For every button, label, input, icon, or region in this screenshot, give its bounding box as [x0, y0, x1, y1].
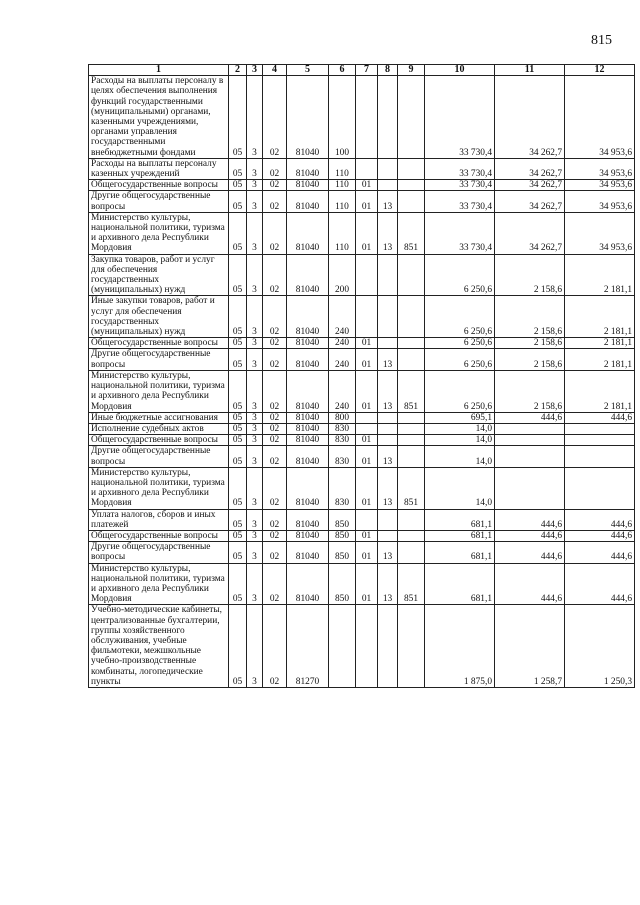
row-name: Общегосударственные вопросы — [89, 180, 229, 191]
cell-col-4: 02 — [263, 563, 287, 605]
cell-col-10: 681,1 — [425, 563, 495, 605]
cell-col-4: 02 — [263, 254, 287, 296]
cell-col-5: 81040 — [287, 349, 329, 370]
cell-col-7 — [356, 605, 378, 688]
column-header-9: 9 — [398, 65, 425, 76]
cell-col-11: 444,6 — [495, 563, 565, 605]
cell-col-12 — [565, 435, 635, 446]
cell-col-2: 05 — [229, 158, 247, 179]
table-row — [89, 180, 635, 191]
cell-col-2: 05 — [229, 349, 247, 370]
cell-col-8: 13 — [378, 349, 398, 370]
cell-col-12: 444,6 — [565, 542, 635, 563]
cell-col-10: 14,0 — [425, 467, 495, 509]
cell-col-3: 3 — [247, 563, 263, 605]
cell-col-11: 2 158,6 — [495, 338, 565, 349]
cell-col-9 — [398, 158, 425, 179]
cell-col-11: 444,6 — [495, 509, 565, 530]
cell-col-3: 3 — [247, 338, 263, 349]
cell-col-11 — [495, 435, 565, 446]
cell-col-5: 81040 — [287, 76, 329, 159]
cell-col-8: 13 — [378, 191, 398, 212]
table-row — [89, 467, 635, 509]
cell-col-5: 81040 — [287, 467, 329, 509]
row-name: Учебно-методические кабинеты, централизованные бухгалтерии, группы хозяйственного обслуживания, учебные фильмотеки, межшкольные учебно-производственные комбинаты, логопедические пункты — [89, 605, 229, 688]
cell-col-5: 81040 — [287, 423, 329, 434]
cell-col-5: 81040 — [287, 191, 329, 212]
cell-col-11: 2 158,6 — [495, 349, 565, 370]
column-header-5: 5 — [287, 65, 329, 76]
cell-col-8: 13 — [378, 370, 398, 412]
row-name: Другие общегосударственные вопросы — [89, 542, 229, 563]
table-row — [89, 254, 635, 296]
cell-col-6: 200 — [329, 254, 356, 296]
table-row — [89, 412, 635, 423]
cell-col-7: 01 — [356, 435, 378, 446]
row-name: Общегосударственные вопросы — [89, 435, 229, 446]
cell-col-4: 02 — [263, 412, 287, 423]
cell-col-2: 05 — [229, 509, 247, 530]
cell-col-10: 33 730,4 — [425, 158, 495, 179]
cell-col-8 — [378, 338, 398, 349]
cell-col-8: 13 — [378, 542, 398, 563]
cell-col-9 — [398, 423, 425, 434]
cell-col-8: 13 — [378, 467, 398, 509]
cell-col-12: 1 250,3 — [565, 605, 635, 688]
cell-col-9 — [398, 509, 425, 530]
cell-col-2: 05 — [229, 76, 247, 159]
cell-col-12: 34 953,6 — [565, 212, 635, 254]
cell-col-12: 34 953,6 — [565, 158, 635, 179]
cell-col-5: 81040 — [287, 412, 329, 423]
table-row — [89, 191, 635, 212]
table-row — [89, 435, 635, 446]
cell-col-9 — [398, 254, 425, 296]
cell-col-6: 800 — [329, 412, 356, 423]
cell-col-4: 02 — [263, 76, 287, 159]
cell-col-9 — [398, 296, 425, 338]
row-name: Расходы на выплаты персоналу в целях обеспечения выполнения функций государственными (муниципальными) органами, казенными учреждениями, органами управления государственными внебюджетными фондами — [89, 76, 229, 159]
cell-col-4: 02 — [263, 180, 287, 191]
table-row — [89, 542, 635, 563]
cell-col-8 — [378, 509, 398, 530]
cell-col-7: 01 — [356, 542, 378, 563]
table-row — [89, 296, 635, 338]
row-name: Уплата налогов, сборов и иных платежей — [89, 509, 229, 530]
table-row — [89, 349, 635, 370]
row-name: Министерство культуры, национальной политики, туризма и архивного дела Республики Мордовия — [89, 467, 229, 509]
cell-col-7: 01 — [356, 446, 378, 467]
row-name: Другие общегосударственные вопросы — [89, 349, 229, 370]
table-row — [89, 370, 635, 412]
cell-col-5: 81040 — [287, 542, 329, 563]
cell-col-10: 6 250,6 — [425, 338, 495, 349]
cell-col-11 — [495, 446, 565, 467]
cell-col-5: 81040 — [287, 446, 329, 467]
column-header-12: 12 — [565, 65, 635, 76]
table-row — [89, 76, 635, 159]
cell-col-6: 850 — [329, 509, 356, 530]
cell-col-3: 3 — [247, 435, 263, 446]
table-row — [89, 158, 635, 179]
cell-col-8 — [378, 180, 398, 191]
row-name: Закупка товаров, работ и услуг для обеспечения государственных (муниципальных) нужд — [89, 254, 229, 296]
cell-col-5: 81270 — [287, 605, 329, 688]
column-header-4: 4 — [263, 65, 287, 76]
cell-col-2: 05 — [229, 423, 247, 434]
cell-col-7: 01 — [356, 338, 378, 349]
cell-col-5: 81040 — [287, 563, 329, 605]
cell-col-3: 3 — [247, 423, 263, 434]
column-header-8: 8 — [378, 65, 398, 76]
cell-col-6 — [329, 605, 356, 688]
cell-col-10: 695,1 — [425, 412, 495, 423]
cell-col-6: 240 — [329, 370, 356, 412]
row-name: Другие общегосударственные вопросы — [89, 191, 229, 212]
cell-col-8: 13 — [378, 446, 398, 467]
column-header-10: 10 — [425, 65, 495, 76]
cell-col-3: 3 — [247, 412, 263, 423]
cell-col-6: 240 — [329, 349, 356, 370]
column-header-11: 11 — [495, 65, 565, 76]
cell-col-4: 02 — [263, 423, 287, 434]
cell-col-12: 34 953,6 — [565, 180, 635, 191]
cell-col-6: 850 — [329, 563, 356, 605]
cell-col-12: 2 181,1 — [565, 338, 635, 349]
cell-col-12 — [565, 446, 635, 467]
column-header-6: 6 — [329, 65, 356, 76]
row-name: Министерство культуры, национальной политики, туризма и архивного дела Республики Мордовия — [89, 563, 229, 605]
cell-col-8 — [378, 435, 398, 446]
cell-col-6: 850 — [329, 542, 356, 563]
cell-col-11: 2 158,6 — [495, 296, 565, 338]
cell-col-2: 05 — [229, 435, 247, 446]
cell-col-9: 851 — [398, 212, 425, 254]
cell-col-2: 05 — [229, 338, 247, 349]
cell-col-7: 01 — [356, 530, 378, 541]
cell-col-12: 34 953,6 — [565, 76, 635, 159]
cell-col-8: 13 — [378, 563, 398, 605]
row-name: Общегосударственные вопросы — [89, 338, 229, 349]
cell-col-8 — [378, 254, 398, 296]
cell-col-7 — [356, 412, 378, 423]
cell-col-6: 830 — [329, 423, 356, 434]
cell-col-10: 6 250,6 — [425, 296, 495, 338]
cell-col-3: 3 — [247, 509, 263, 530]
cell-col-11 — [495, 423, 565, 434]
cell-col-3: 3 — [247, 212, 263, 254]
cell-col-4: 02 — [263, 605, 287, 688]
cell-col-3: 3 — [247, 530, 263, 541]
table-row — [89, 530, 635, 541]
cell-col-4: 02 — [263, 530, 287, 541]
cell-col-11 — [495, 467, 565, 509]
cell-col-7: 01 — [356, 349, 378, 370]
cell-col-6: 110 — [329, 212, 356, 254]
cell-col-4: 02 — [263, 158, 287, 179]
cell-col-9 — [398, 530, 425, 541]
table-row — [89, 338, 635, 349]
cell-col-7 — [356, 76, 378, 159]
cell-col-3: 3 — [247, 158, 263, 179]
cell-col-7: 01 — [356, 563, 378, 605]
cell-col-4: 02 — [263, 296, 287, 338]
table-row — [89, 605, 635, 688]
column-header-7: 7 — [356, 65, 378, 76]
cell-col-4: 02 — [263, 446, 287, 467]
cell-col-6: 850 — [329, 530, 356, 541]
cell-col-10: 1 875,0 — [425, 605, 495, 688]
cell-col-10: 6 250,6 — [425, 349, 495, 370]
cell-col-12: 444,6 — [565, 563, 635, 605]
cell-col-4: 02 — [263, 435, 287, 446]
cell-col-10: 681,1 — [425, 509, 495, 530]
cell-col-7 — [356, 509, 378, 530]
cell-col-9: 851 — [398, 563, 425, 605]
cell-col-10: 33 730,4 — [425, 212, 495, 254]
cell-col-9 — [398, 435, 425, 446]
cell-col-10: 6 250,6 — [425, 370, 495, 412]
cell-col-3: 3 — [247, 467, 263, 509]
cell-col-11: 34 262,7 — [495, 180, 565, 191]
cell-col-12 — [565, 423, 635, 434]
table-row — [89, 212, 635, 254]
cell-col-8 — [378, 158, 398, 179]
cell-col-4: 02 — [263, 338, 287, 349]
cell-col-6: 240 — [329, 296, 356, 338]
cell-col-5: 81040 — [287, 509, 329, 530]
cell-col-10: 33 730,4 — [425, 76, 495, 159]
cell-col-2: 05 — [229, 563, 247, 605]
cell-col-12: 444,6 — [565, 509, 635, 530]
cell-col-2: 05 — [229, 296, 247, 338]
cell-col-9 — [398, 412, 425, 423]
cell-col-7 — [356, 423, 378, 434]
cell-col-3: 3 — [247, 605, 263, 688]
cell-col-6: 240 — [329, 338, 356, 349]
cell-col-5: 81040 — [287, 180, 329, 191]
cell-col-6: 110 — [329, 191, 356, 212]
row-name: Министерство культуры, национальной политики, туризма и архивного дела Республики Мордовия — [89, 370, 229, 412]
cell-col-11: 34 262,7 — [495, 191, 565, 212]
cell-col-5: 81040 — [287, 158, 329, 179]
cell-col-11: 2 158,6 — [495, 370, 565, 412]
cell-col-5: 81040 — [287, 254, 329, 296]
table-row — [89, 446, 635, 467]
cell-col-6: 110 — [329, 180, 356, 191]
cell-col-12: 34 953,6 — [565, 191, 635, 212]
row-name: Иные закупки товаров, работ и услуг для обеспечения государственных (муниципальных) нужд — [89, 296, 229, 338]
cell-col-12 — [565, 467, 635, 509]
cell-col-9 — [398, 180, 425, 191]
row-name: Исполнение судебных актов — [89, 423, 229, 434]
cell-col-6: 830 — [329, 467, 356, 509]
cell-col-3: 3 — [247, 254, 263, 296]
cell-col-9 — [398, 338, 425, 349]
cell-col-3: 3 — [247, 76, 263, 159]
cell-col-11: 34 262,7 — [495, 76, 565, 159]
cell-col-10: 14,0 — [425, 446, 495, 467]
cell-col-12: 444,6 — [565, 530, 635, 541]
cell-col-11: 34 262,7 — [495, 158, 565, 179]
row-name: Другие общегосударственные вопросы — [89, 446, 229, 467]
cell-col-9 — [398, 605, 425, 688]
cell-col-8 — [378, 76, 398, 159]
cell-col-6: 100 — [329, 76, 356, 159]
cell-col-9 — [398, 191, 425, 212]
cell-col-11: 34 262,7 — [495, 212, 565, 254]
cell-col-3: 3 — [247, 446, 263, 467]
cell-col-7 — [356, 158, 378, 179]
cell-col-10: 33 730,4 — [425, 191, 495, 212]
cell-col-5: 81040 — [287, 212, 329, 254]
cell-col-4: 02 — [263, 542, 287, 563]
cell-col-10: 681,1 — [425, 542, 495, 563]
cell-col-7: 01 — [356, 212, 378, 254]
cell-col-3: 3 — [247, 349, 263, 370]
cell-col-3: 3 — [247, 296, 263, 338]
cell-col-11: 2 158,6 — [495, 254, 565, 296]
cell-col-2: 05 — [229, 605, 247, 688]
cell-col-2: 05 — [229, 191, 247, 212]
cell-col-10: 14,0 — [425, 423, 495, 434]
cell-col-4: 02 — [263, 509, 287, 530]
cell-col-7 — [356, 254, 378, 296]
cell-col-8 — [378, 530, 398, 541]
cell-col-3: 3 — [247, 370, 263, 412]
cell-col-11: 1 258,7 — [495, 605, 565, 688]
row-name: Иные бюджетные ассигнования — [89, 412, 229, 423]
cell-col-10: 33 730,4 — [425, 180, 495, 191]
cell-col-5: 81040 — [287, 530, 329, 541]
cell-col-2: 05 — [229, 530, 247, 541]
cell-col-9 — [398, 76, 425, 159]
cell-col-8: 13 — [378, 212, 398, 254]
cell-col-5: 81040 — [287, 338, 329, 349]
table-row — [89, 423, 635, 434]
cell-col-3: 3 — [247, 191, 263, 212]
cell-col-9 — [398, 349, 425, 370]
page-number: 815 — [591, 33, 612, 48]
cell-col-4: 02 — [263, 467, 287, 509]
cell-col-9: 851 — [398, 370, 425, 412]
cell-col-12: 2 181,1 — [565, 349, 635, 370]
cell-col-10: 681,1 — [425, 530, 495, 541]
row-name: Министерство культуры, национальной политики, туризма и архивного дела Республики Мордовия — [89, 212, 229, 254]
cell-col-10: 6 250,6 — [425, 254, 495, 296]
cell-col-5: 81040 — [287, 435, 329, 446]
cell-col-7: 01 — [356, 370, 378, 412]
column-header-1: 1 — [89, 65, 229, 76]
cell-col-9: 851 — [398, 467, 425, 509]
cell-col-8 — [378, 423, 398, 434]
cell-col-2: 05 — [229, 254, 247, 296]
cell-col-7: 01 — [356, 180, 378, 191]
row-name: Расходы на выплаты персоналу казенных учреждений — [89, 158, 229, 179]
header-row — [89, 65, 635, 76]
cell-col-11: 444,6 — [495, 542, 565, 563]
cell-col-5: 81040 — [287, 370, 329, 412]
cell-col-3: 3 — [247, 542, 263, 563]
table-row — [89, 509, 635, 530]
cell-col-5: 81040 — [287, 296, 329, 338]
cell-col-6: 830 — [329, 435, 356, 446]
cell-col-8 — [378, 605, 398, 688]
cell-col-4: 02 — [263, 191, 287, 212]
cell-col-12: 2 181,1 — [565, 370, 635, 412]
cell-col-7: 01 — [356, 467, 378, 509]
row-name: Общегосударственные вопросы — [89, 530, 229, 541]
cell-col-4: 02 — [263, 349, 287, 370]
cell-col-4: 02 — [263, 212, 287, 254]
cell-col-7: 01 — [356, 191, 378, 212]
cell-col-2: 05 — [229, 370, 247, 412]
cell-col-11: 444,6 — [495, 412, 565, 423]
cell-col-12: 444,6 — [565, 412, 635, 423]
cell-col-12: 2 181,1 — [565, 254, 635, 296]
cell-col-9 — [398, 446, 425, 467]
cell-col-9 — [398, 542, 425, 563]
cell-col-3: 3 — [247, 180, 263, 191]
cell-col-2: 05 — [229, 467, 247, 509]
cell-col-7 — [356, 296, 378, 338]
column-header-2: 2 — [229, 65, 247, 76]
cell-col-2: 05 — [229, 542, 247, 563]
cell-col-6: 830 — [329, 446, 356, 467]
table-row — [89, 563, 635, 605]
cell-col-12: 2 181,1 — [565, 296, 635, 338]
cell-col-8 — [378, 412, 398, 423]
cell-col-11: 444,6 — [495, 530, 565, 541]
cell-col-2: 05 — [229, 212, 247, 254]
cell-col-2: 05 — [229, 180, 247, 191]
column-header-3: 3 — [247, 65, 263, 76]
table-body — [89, 76, 635, 688]
cell-col-6: 110 — [329, 158, 356, 179]
cell-col-2: 05 — [229, 412, 247, 423]
budget-table — [88, 64, 635, 688]
cell-col-4: 02 — [263, 370, 287, 412]
cell-col-10: 14,0 — [425, 435, 495, 446]
cell-col-2: 05 — [229, 446, 247, 467]
cell-col-8 — [378, 296, 398, 338]
